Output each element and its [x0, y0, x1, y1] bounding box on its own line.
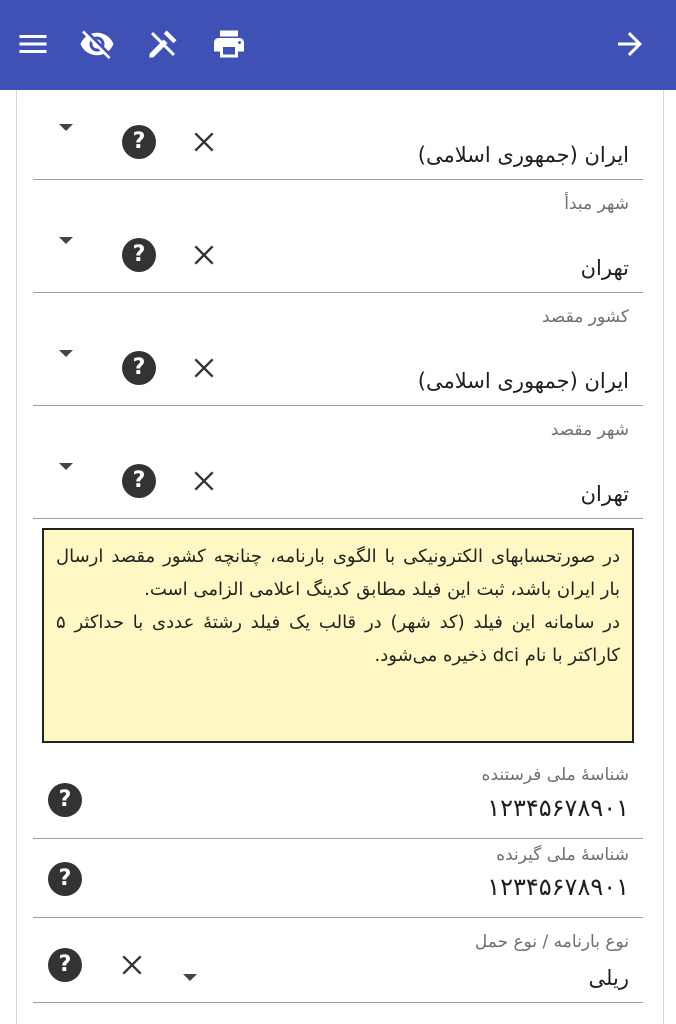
arrow-forward-icon[interactable]	[612, 26, 648, 62]
receiver-id-value[interactable]: ۱۲۳۴۵۶۷۸۹۰۱	[487, 873, 629, 901]
dest-country-label: کشور مقصد	[541, 307, 629, 327]
print-icon[interactable]	[211, 26, 247, 62]
note-paragraph: در سامانه این فیلد (کد شهر) در قالب یک فیلد رشتهٔ عددی با حداکثر ۵ کاراکتر با نام dci ذخیره می‌شود.	[56, 612, 620, 666]
chevron-down-icon[interactable]	[59, 237, 73, 244]
menu-icon[interactable]	[15, 26, 51, 62]
help-icon[interactable]: ?	[122, 464, 156, 498]
visibility-off-icon[interactable]	[79, 26, 115, 62]
top-app-bar	[0, 0, 676, 90]
help-icon[interactable]: ?	[122, 351, 156, 385]
divider	[33, 838, 643, 839]
divider	[33, 1002, 643, 1003]
sender-id-label: شناسهٔ ملی فرستنده	[481, 765, 629, 785]
divider	[33, 179, 643, 180]
design-tools-icon[interactable]	[145, 26, 181, 62]
help-icon[interactable]: ?	[122, 238, 156, 272]
divider	[33, 292, 643, 293]
chevron-down-icon[interactable]	[59, 124, 73, 131]
waybill-type-label: نوع بارنامه / نوع حمل	[474, 932, 629, 952]
divider	[33, 518, 643, 519]
dest-city-label: شهر مقصد	[550, 420, 629, 440]
dest-country-value[interactable]: ایران (جمهوری اسلامی)	[417, 369, 629, 393]
help-icon[interactable]: ?	[48, 862, 82, 896]
help-icon[interactable]: ?	[48, 948, 82, 982]
waybill-type-value[interactable]: ریلی	[588, 966, 629, 990]
divider	[33, 917, 643, 918]
form-sheet	[16, 90, 664, 1024]
origin-city-label: شهر مبدأ	[564, 194, 629, 214]
receiver-id-label: شناسهٔ ملی گیرنده	[496, 845, 629, 865]
chevron-down-icon[interactable]	[59, 463, 73, 470]
close-icon[interactable]	[191, 468, 217, 494]
close-icon[interactable]	[191, 129, 217, 155]
origin-city-value[interactable]: تهران	[580, 256, 629, 280]
dest-city-value[interactable]: تهران	[580, 482, 629, 506]
help-icon[interactable]: ?	[48, 783, 82, 817]
info-note	[42, 528, 634, 743]
divider	[33, 405, 643, 406]
chevron-down-icon[interactable]	[183, 974, 197, 981]
close-icon[interactable]	[191, 242, 217, 268]
help-icon[interactable]: ?	[122, 125, 156, 159]
close-icon[interactable]	[119, 952, 145, 978]
close-icon[interactable]	[191, 355, 217, 381]
sender-id-value[interactable]: ۱۲۳۴۵۶۷۸۹۰۱	[487, 794, 629, 822]
origin-country-value[interactable]: ایران (جمهوری اسلامی)	[417, 143, 629, 167]
note-paragraph: در صورتحسابهای الکترونیکی با الگوی بارنامه، چنانچه کشور مقصد ارسال بار ایران باشد، ثبت این فیلد مطابق کدینگ اعلامی الزامی است.	[56, 546, 620, 600]
chevron-down-icon[interactable]	[59, 350, 73, 357]
